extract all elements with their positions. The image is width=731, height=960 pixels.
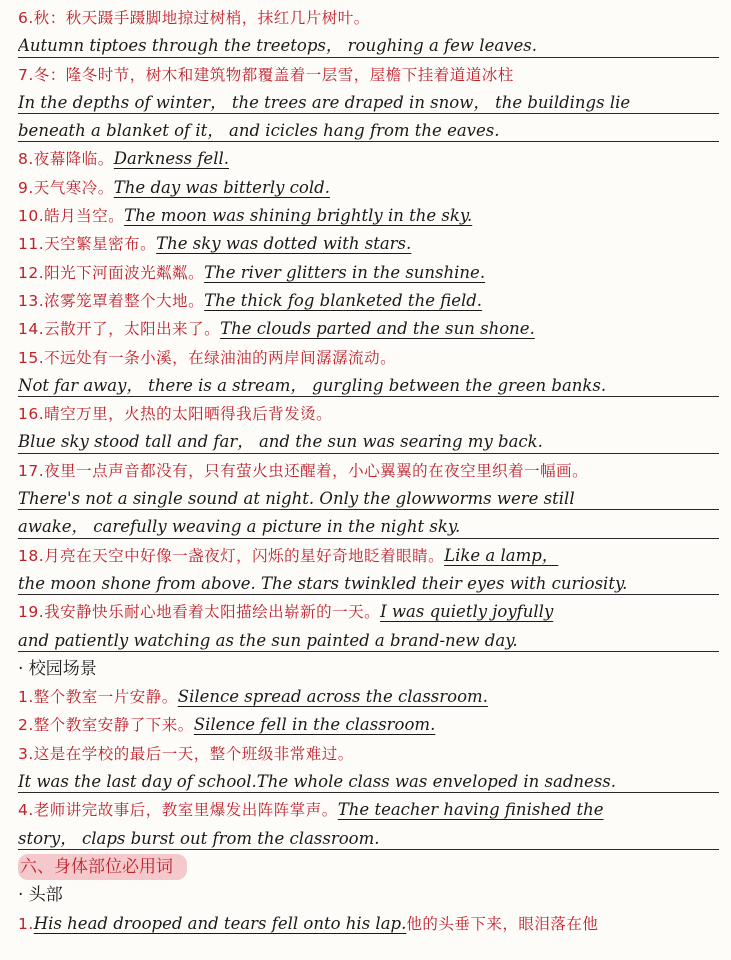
- underline: [18, 538, 719, 539]
- english-translation: the moon shone from above. The stars twinkled their eyes with curiosity.: [18, 573, 628, 593]
- chinese-text: 14.云散开了，太阳出来了。: [18, 320, 221, 339]
- chinese-text: 1.: [18, 914, 34, 933]
- english-translation: The thick fog blanketed the field.: [204, 290, 483, 310]
- chinese-text: 9.天气寒冷。: [18, 178, 114, 197]
- note-line: [18, 570, 731, 598]
- note-line: [18, 825, 731, 853]
- note-line: [18, 853, 731, 881]
- note-line: [18, 259, 731, 287]
- chinese-text: 19.我安静快乐耐心地看着太阳描绘出崭新的一天。: [18, 603, 381, 622]
- note-line: [18, 598, 731, 626]
- underline: [18, 113, 719, 114]
- note-line: [18, 485, 731, 513]
- english-translation: Darkness fell.: [113, 149, 229, 169]
- english-translation: Like a lamp，: [444, 545, 559, 565]
- note-line: [18, 315, 731, 343]
- subsection-heading: · 校园场景: [18, 658, 97, 679]
- underline: [18, 651, 719, 652]
- underline: [18, 453, 719, 454]
- chinese-text: 18.月亮在天空中好像一盏夜灯，闪烁的星好奇地眨着眼睛。: [18, 546, 445, 565]
- english-translation: It was the last day of school.The whole class was enveloped in sadness.: [18, 772, 616, 792]
- note-line: [18, 400, 731, 428]
- english-translation: There's not a single sound at night. Only the glowworms were still: [18, 489, 575, 509]
- section-heading: 六、身体部位必用词: [18, 854, 187, 880]
- underline: [18, 57, 719, 58]
- english-translation: story， claps burst out from the classroom.: [18, 828, 380, 848]
- note-line: [18, 89, 731, 117]
- note-line: [18, 4, 731, 32]
- english-translation: Silence fell in the classroom.: [193, 715, 436, 735]
- chinese-text: 15.不远处有一条小溪，在绿油油的两岸间潺潺流动。: [18, 348, 397, 367]
- english-translation: Blue sky stood tall and far， and the sun was searing my back.: [18, 432, 543, 452]
- note-line: [18, 655, 731, 683]
- note-line: [18, 117, 731, 145]
- note-line: [18, 287, 731, 315]
- chinese-text: 11.天空繁星密布。: [18, 235, 157, 254]
- note-line: [18, 344, 731, 372]
- note-line: [18, 796, 731, 824]
- note-line: [18, 513, 731, 541]
- note-line: [18, 428, 731, 456]
- chinese-text: 他的头垂下来，眼泪落在他: [406, 914, 599, 933]
- note-line: [18, 230, 731, 258]
- subsection-heading: · 头部: [18, 885, 63, 906]
- chinese-text: 3.这是在学校的最后一天，整个班级非常难过。: [18, 744, 354, 763]
- english-translation: beneath a blanket of it， and icicles hang from the eaves.: [18, 121, 500, 141]
- english-translation: Autumn tiptoes through the treetops， roughing a few leaves.: [18, 36, 537, 56]
- english-translation: I was quietly joyfully: [380, 602, 554, 622]
- chinese-text: 1.整个教室一片安静。: [18, 688, 178, 707]
- chinese-text: 16.晴空万里，火热的太阳晒得我后背发烫。: [18, 405, 333, 424]
- english-translation: and patiently watching as the sun painted a brand-new day.: [18, 630, 518, 650]
- note-line: [18, 202, 731, 230]
- english-translation: In the depths of winter， the trees are draped in snow， the buildings lie: [18, 92, 631, 112]
- chinese-text: 12.阳光下河面波光粼粼。: [18, 263, 205, 282]
- underline: [18, 594, 719, 595]
- note-line: [18, 627, 731, 655]
- underline: [18, 396, 719, 397]
- chinese-text: 17.夜里一点声音都没有，只有萤火虫还醒着，小心翼翼的在夜空里织着一幅画。: [18, 461, 589, 480]
- underline: [18, 792, 719, 793]
- english-translation: Not far away， there is a stream， gurgling between the green banks.: [18, 375, 607, 395]
- chinese-text: 6.秋：秋天蹑手蹑脚地掠过树梢，抹红几片树叶。: [18, 9, 370, 27]
- note-line: [18, 881, 731, 909]
- chinese-text: 13.浓雾笼罩着整个大地。: [18, 291, 205, 310]
- english-translation: Silence spread across the classroom.: [177, 687, 488, 707]
- note-line: [18, 542, 731, 570]
- underline: [18, 849, 719, 850]
- english-translation: The day was bitterly cold.: [113, 177, 330, 197]
- english-translation: The sky was dotted with stars.: [156, 234, 412, 254]
- note-line: [18, 174, 731, 202]
- note-line: [18, 683, 731, 711]
- underline: [18, 141, 719, 142]
- note-line: [18, 768, 731, 796]
- chinese-text: 10.皓月当空。: [18, 207, 125, 226]
- note-line: [18, 61, 731, 89]
- note-line: [18, 740, 731, 768]
- english-translation: The river glitters in the sunshine.: [204, 262, 486, 282]
- note-line: [18, 145, 731, 173]
- underline: [18, 509, 719, 510]
- english-translation: His head drooped and tears fell onto his lap.: [33, 913, 407, 933]
- note-line: [18, 32, 731, 60]
- note-line: [18, 457, 731, 485]
- chinese-text: 7.冬：隆冬时节，树木和建筑物都覆盖着一层雪，屋檐下挂着道道冰柱: [18, 65, 514, 84]
- english-translation: awake， carefully weaving a picture in the night sky.: [18, 517, 461, 537]
- note-line: [18, 372, 731, 400]
- english-translation: The clouds parted and the sun shone.: [220, 319, 535, 339]
- english-translation: The teacher having finished the: [337, 800, 604, 820]
- chinese-text: 2.整个教室安静了下来。: [18, 716, 194, 735]
- chinese-text: 8.夜幕降临。: [18, 150, 114, 169]
- note-line: [18, 910, 731, 938]
- chinese-text: 4.老师讲完故事后，教室里爆发出阵阵掌声。: [18, 801, 338, 820]
- note-line: [18, 711, 731, 739]
- english-translation: The moon was shining brightly in the sky.: [124, 206, 473, 226]
